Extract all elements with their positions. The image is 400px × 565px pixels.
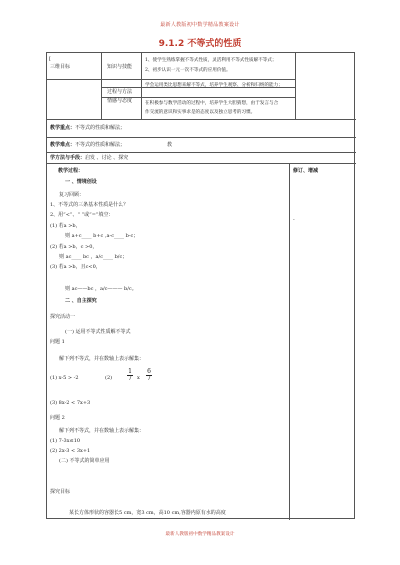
attitude-category: 情感与态度 [107,98,133,104]
revise-mark: - [293,217,295,223]
difficulty-label: 教学难点： [50,142,76,148]
review-label: 复习回顾： [59,192,85,198]
equation-3: (3) 8x-2 < 7x+3 [50,400,91,406]
item-3-blank: 则 ac——bc ，a/c——— b/c。 [65,286,137,292]
section-2-heading: 二 、自主探究 [65,298,97,304]
difficulty-text: 不等式的性质和解法； [75,142,126,148]
application-text: 某长方体形状的容器长5 cm，宽3 cm，高10 cm,容器内原有水的高度 [69,510,226,516]
fraction-1-den: 7 [128,375,132,382]
focus-label: 教学重点： [50,125,76,131]
method-text: 启发 、讨论 、探究 [85,155,129,161]
item-3: (3) 若a >b，且c<0， [50,264,101,270]
section-1-heading: 一 、情境创设 [65,179,97,185]
corner-bracket: [ [49,56,51,62]
problem-2-text: 解下列不等式，并在数轴上表示解集： [59,428,145,434]
difficulty-row [50,142,125,149]
knowledge-category: 知识与技能 [107,64,133,70]
item-1-blank: 则 a+c____ b+c ,a-c____ b-c； [65,233,139,239]
equation-5: (2) 2x-3 < 3x+1 [50,448,91,454]
page-footer: 最新人教版初中数学精品教案设计 [165,532,235,537]
equation-2-var: x [137,375,140,381]
attitude-line-2: 作交流的意识和实事求是的态度以及独立思考的习惯。 [145,110,256,115]
process-header: 教学过程： [58,168,84,174]
fraction-2-num: 6 [147,368,151,375]
subsection-1: (一) 运用不等式性质解不等式 [65,329,131,335]
item-1: (1) 若a >b， [50,223,81,229]
problem-1-text: 解下列不等式，并在数轴上表示解集： [59,356,145,362]
page-title: 9.1.2 不等式的性质 [158,39,242,49]
fraction-2-den: 7 [147,375,151,382]
lesson-table [46,52,355,519]
difficulty-extra: 教 [167,142,173,148]
fraction-1 [127,369,133,382]
focus-row [50,125,125,132]
attitude-line-1: 在积极参与数学活动的过程中，培养学生大胆猜想，由于发言与合 [145,101,279,106]
explore-target: 探究目标 [50,489,71,495]
knowledge-line-1: 1、使学生熟练掌握不等式性质，灵活利用不等式性质解不等式； [145,58,277,63]
method-label: 学方法与手段： [50,155,86,161]
subsection-2: (二) 不等式的简单应用 [59,458,110,464]
process-category: 过程与方法 [107,89,133,95]
fraction-2 [146,369,152,382]
focus-text: 不等式的性质和解法； [75,125,126,131]
objectives-label: 三维目标 [50,64,71,70]
revise-header: 修订、增减 [293,168,319,174]
page-header: 最新人教版初中数学精品教案设计 [160,22,240,28]
question-2: 2、用“<”、“ ”或“=”填空： [50,212,114,218]
explore-label: 探究活动一 [50,314,76,320]
item-2: (2) 若a >b，c >0， [50,244,98,250]
problem-2-label: 问题 2 [50,415,65,421]
method-row [50,155,128,162]
equation-1: (1) x-5 > -2 [50,375,79,381]
item-2-blank: 则 ac____ bc ，a/c____ b/c； [59,254,128,260]
problem-1-label: 问题 1 [50,339,65,345]
process-line-1: 学会运用类比思想来解不等式，培养学生观察、分析和归纳的能力； [145,83,283,88]
fraction-1-num: 1 [128,368,132,375]
question-1: 1、不等式的三条基本性质是什么？ [50,202,129,208]
knowledge-line-2: 2、初步认识一元一次不等式的应用价值。 [145,68,231,73]
equation-2-label: (2) [105,375,113,381]
equation-4: (1) 7-3x≤10 [50,438,81,444]
